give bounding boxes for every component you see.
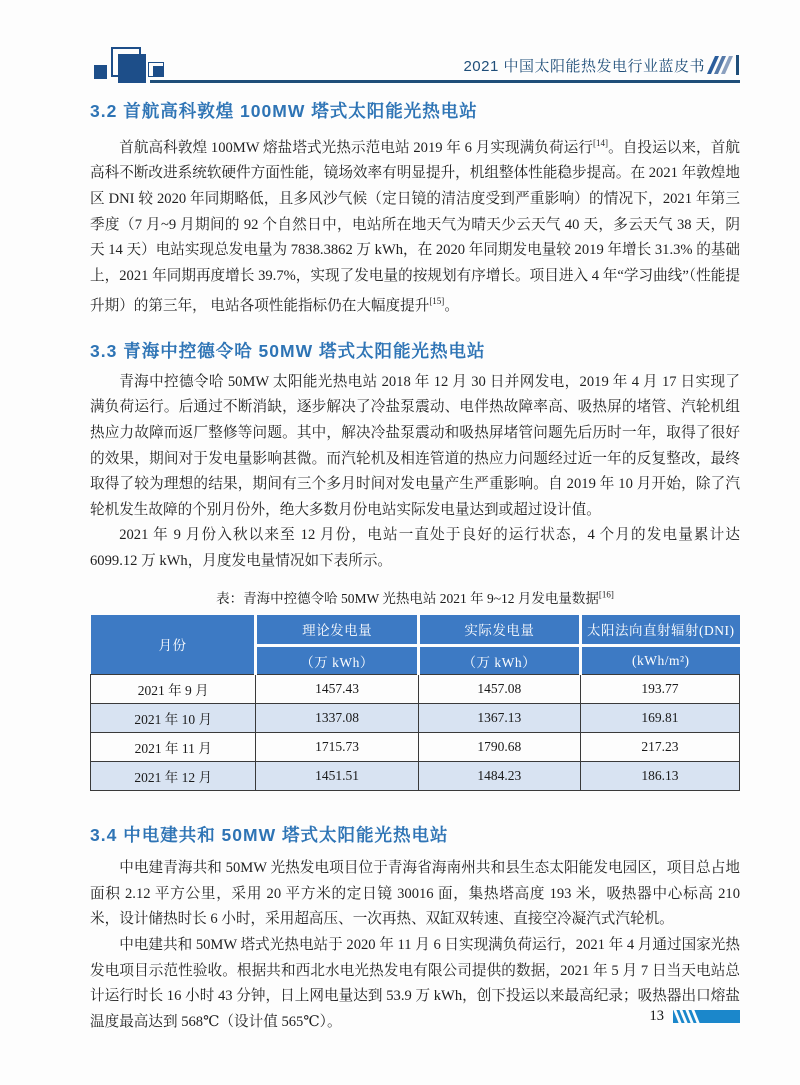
paragraph-3-3-2: 2021 年 9 月份入秋以来至 12 月份，电站一直处于良好的运行状态，4 个月的发电量累计达 6099.12 万 kWh，月度发电量情况如下表所示。 [90,527,740,570]
logo-square-small-left [94,65,107,79]
cell-month: 2021 年 10 月 [91,704,256,733]
table-row [91,675,740,704]
cell-month: 2021 年 9 月 [91,675,256,704]
logo-square-large [118,54,146,83]
page-content [90,96,740,1035]
page-header [0,0,800,96]
footnote-ref-14: [14] [593,138,608,148]
text-run: 首航高科敦煌 100MW 熔盐塔式光热示范电站 2019 年 6 月实现满负荷运行 [119,139,593,156]
unit-theoretical: （万 kWh） [256,646,418,675]
diagonal-stripes-icon [709,56,739,74]
table-row [91,733,740,762]
column-header-dni: 太阳法向直射辐射(DNI) [580,615,739,646]
footnote-ref-16: [16] [598,589,614,600]
table-row [91,762,740,791]
cell-actual: 1367.13 [418,704,580,733]
unit-dni: (kWh/m²) [580,646,739,675]
section-heading-3-4: 3.4 中电建共和 50MW 塔式太阳能光热电站 [90,825,449,846]
cell-actual: 1484.23 [418,762,580,791]
text-run: 。 [444,298,459,315]
cell-theoretical: 1457.43 [256,675,418,704]
text-run: 。自投运以来，首航高科不断改进系统软硬件方面性能，镜场效率有明显提升，机组整体性能稳步提高。在 2021 年敦煌地区 DNI 较 2020 年同期略低，且多风沙气候（定日镜的清洁度受到严重影响）的情况下，2021 年第三季度（7 月~9 月期间的 92 个自然日中，电站所在地天气为晴天少云天气 40 天，多云天气 38 天，阴天 14 天）电站实现总发电量为 7838.3862 万 kWh，在 2020 年同期发电量较 2019 年增长 31.3% 的基础上，2021 年同期再度增长 39.7%，实现了发电量的按规划有序增长。项目进入 4 年“学习曲线”（性能提升期）的第三年， 电站各项性能指标仍在大幅度提升 [90,139,740,315]
cell-dni: 186.13 [580,762,739,791]
column-header-theoretical: 理论发电量 [256,615,418,646]
logo-square-small-right [153,66,163,76]
page-number: 13 [649,1008,664,1024]
generation-data-table [90,615,740,792]
footer-bar-icon [673,1010,740,1023]
cell-actual: 1790.68 [418,733,580,762]
caption-text: 表：青海中控德令哈 50MW 光热电站 2021 年 9~12 月发电量数据 [216,590,599,606]
paragraph-3-2 [90,131,740,320]
table-row [91,704,740,733]
column-header-actual: 实际发电量 [418,615,580,646]
header-divider-rule [150,80,740,83]
table-header [91,615,740,675]
unit-actual: （万 kWh） [418,646,580,675]
stripe-end-bar [736,55,739,75]
section-heading-3-3: 3.3 青海中控德令哈 50MW 塔式太阳能光热电站 [90,340,486,361]
footnote-ref-15: [15] [429,296,445,307]
cell-actual: 1457.08 [418,675,580,704]
paragraph-3-4-2: 中电建共和 50MW 塔式光热电站于 2020 年 11 月 6 日实现满负荷运行，2021 年 4 月通过国家光热发电项目示范性验收。根据共和西北水电光热发电有限公司提供的数据，2021 年 5 月 7 日当天电站总计运行时长 16 小时 43 分钟，日上网电量达到 53.9 万 kWh，创下投运以来最高纪录；吸热器出口熔盐温度最高达到 568℃（设计值 565℃）。 [90,936,740,1030]
cell-dni: 217.23 [580,733,739,762]
cell-theoretical: 1715.73 [256,733,418,762]
cell-theoretical: 1337.08 [256,704,418,733]
cell-theoretical: 1451.51 [256,762,418,791]
cell-dni: 169.81 [580,704,739,733]
header-book-title: 2021 中国太阳能热发电行业蓝皮书 [463,58,705,75]
table-caption [90,587,740,607]
page-footer [650,1008,741,1025]
section-heading-3-2: 3.2 首航高科敦煌 100MW 塔式太阳能光热电站 [90,101,478,121]
paragraph-3-4-1: 中电建青海共和 50MW 光热发电项目位于青海省海南州共和县生态太阳能发电园区，项目总占地面积 2.12 平方公里，采用 20 平方米的定日镜 30016 面，集热塔高度 193 米，吸热器中心标高 210 米，设计储热时长 6 小时，采用超高压、一次再热、双缸双转速、直接空冷凝汽式汽轮机。 [90,860,740,928]
paragraph-3-3-1: 青海中控德令哈 50MW 太阳能光热电站 2018 年 12 月 30 日并网发电，2019 年 4 月 17 日实现了满负荷运行。后通过不断消缺，逐步解决了冷盐泵震动、电伴热故障率高、吸热屏的堵管、汽轮机组热应力故障而返厂整修等问题。其中，解决冷盐泵震动和吸热屏堵管问题先后历时一年，取得了很好的效果，期间对于发电量影响甚微。而汽轮机及相连管道的热应力问题经过近一年的反复整改，最终取得了较为理想的结果，期间有三个多月时间对发电量产生严重影响。自 2019 年 10 月开始，除了汽轮机发生故障的个别月份外，绝大多数月份电站实际发电量达到或超过设计值。 [90,373,740,518]
cell-month: 2021 年 11 月 [91,733,256,762]
column-header-month: 月份 [91,615,256,675]
cell-month: 2021 年 12 月 [91,762,256,791]
cell-dni: 193.77 [580,675,739,704]
